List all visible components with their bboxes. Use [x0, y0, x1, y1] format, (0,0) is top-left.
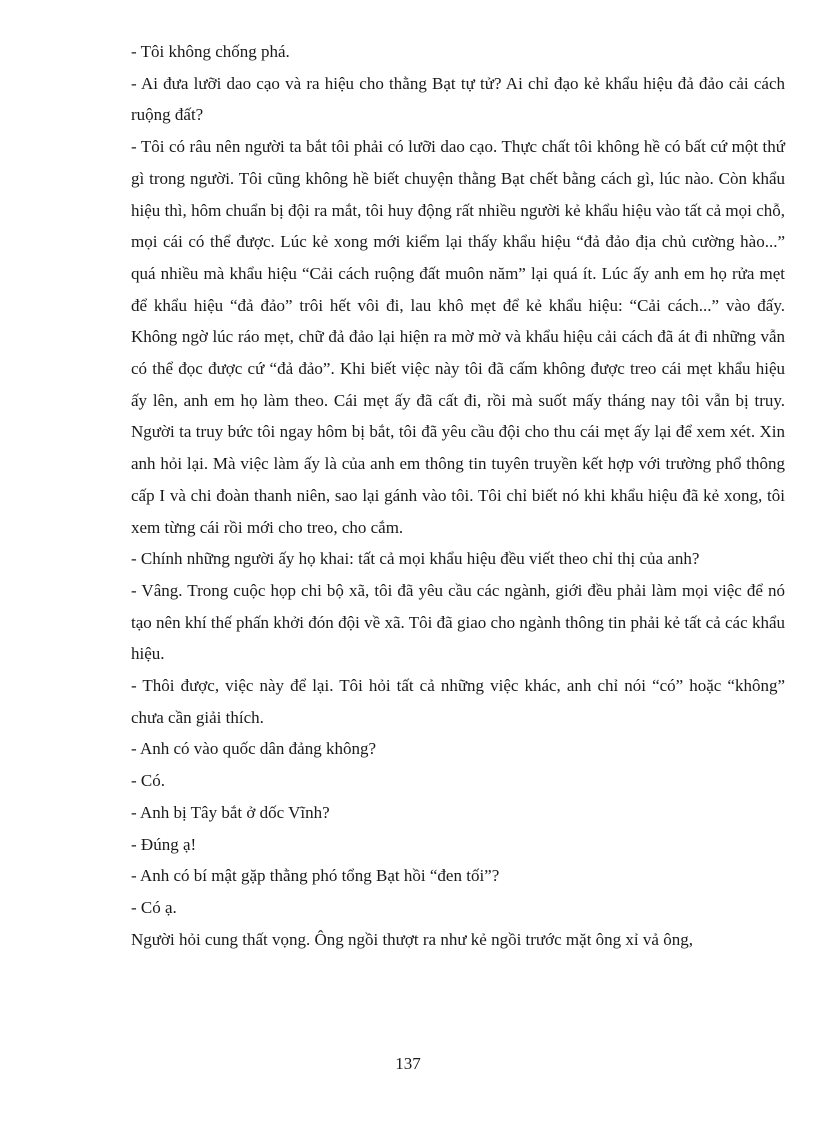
paragraph: - Có ạ. [131, 897, 177, 917]
paragraph: - Anh bị Tây bắt ở dốc Vĩnh? [131, 802, 330, 822]
paragraph: - Chính những người ấy họ khai: tất cả mọi khẩu hiệu đều viết theo chỉ thị của anh? [131, 549, 700, 569]
paragraph: - Có. [131, 771, 165, 791]
paragraph: - Vâng. Trong cuộc họp chi bộ xã, tôi đã yêu cầu các ngành, giới đều phải làm mọi việc để nó tạo nên khí thế phấn khởi đón đội về xã. Tôi đã giao cho ngành thông tin phải kẻ tất cả các khẩu hiệu. [131, 580, 785, 664]
paragraph: - Thôi được, việc này để lại. Tôi hỏi tất cả những việc khác, anh chỉ nói “có” hoặc “không” chưa cần giải thích. [131, 676, 785, 727]
page-number: 137 [395, 1054, 421, 1073]
paragraph: - Anh có vào quốc dân đảng không? [131, 739, 377, 759]
page-body [131, 36, 785, 955]
paragraph: - Anh có bí mật gặp thằng phó tổng Bạt hồi “đen tối”? [131, 866, 500, 886]
paragraph: - Tôi có râu nên người ta bắt tôi phải có lưỡi dao cạo. Thực chất tôi không hề có bất cứ một thứ gì trong người. Tôi cũng không hề biết chuyện thằng Bạt chết bằng cách gì, lúc nào. Còn khẩu hiệu thì, hôm chuẩn bị đội ra mắt, tôi huy động rất nhiều người kẻ khẩu hiệu vào tất cả mọi chỗ, mọi cái có thể được. Lúc kẻ xong mới kiểm lại thấy khẩu hiệu “đả đảo địa chủ cường hào...” quá nhiều mà khẩu hiệu “Cải cách ruộng đất muôn năm” lại quá ít. Lúc ấy anh em họ rửa mẹt để khẩu hiệu “đả đảo” trôi hết vôi đi, lau khô mẹt để kẻ khẩu hiệu: “Cải cách...” vào đấy. Không ngờ lúc ráo mẹt, chữ đả đảo lại hiện ra mờ mờ và khẩu hiệu cải cách đã át đi những vẫn có thể đọc được cứ “đả đảo”. Khi biết việc này tôi đã cấm không được treo cái mẹt khẩu hiệu ấy lên, anh em họ làm theo. Cái mẹt ấy đã cất đi, rồi mà suốt mấy tháng nay tôi vẫn bị truy. Người ta truy bức tôi ngay hôm bị bắt, tôi đã yêu cầu đội cho thu cái mẹt ấy lại để xem xét. Xin anh hỏi lại. Mà việc làm ấy là của anh em thông tin tuyên truyền kết hợp với trường phổ thông cấp I và chi đoàn thanh niên, sao lại gánh vào tôi. Tôi chỉ biết nó khi khẩu hiệu đã kẻ xong, tôi xem từng cái rồi mới cho treo, cho cắm. [131, 137, 785, 537]
paragraph: - Ai đưa lưỡi dao cạo và ra hiệu cho thằng Bạt tự tử? Ai chỉ đạo kẻ khẩu hiệu đả đảo cải cách ruộng đất? [131, 73, 785, 125]
paragraph: - Tôi không chống phá. [131, 42, 290, 61]
paragraph: Người hỏi cung thất vọng. Ông ngồi thượt ra như kẻ ngồi trước mặt ông xỉ vả ông, [131, 929, 693, 949]
paragraph: - Đúng ạ! [131, 834, 197, 854]
